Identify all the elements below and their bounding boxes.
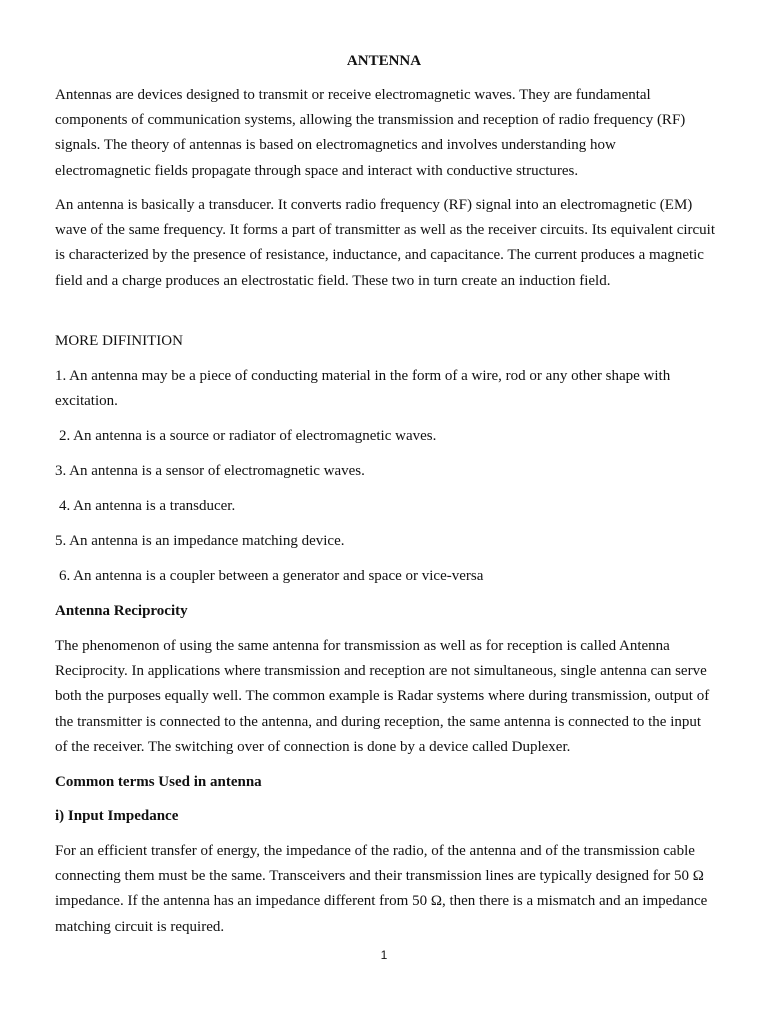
definition-item-1: 1. An antenna may be a piece of conducting material in the form of a wire, rod or any other shape with excitation. (55, 368, 671, 410)
page-number: 1 (380, 948, 388, 962)
definition-item-3: 3. An antenna is a sensor of electromagnetic waves. (55, 463, 365, 479)
definition-item-5: 5. An antenna is an impedance matching device. (55, 533, 345, 549)
antenna-reciprocity-heading: Antenna Reciprocity (55, 603, 188, 619)
reciprocity-paragraph: The phenomenon of using the same antenna for transmission as well as for reception is called Antenna Reciprocity. In applications where transmission and reception are not simultaneous, single antenna can serve both the purposes equally well. The common example is Radar systems where during transmission, output of the transmitter is connected to the antenna, and during reception, the same antenna is connected to the input of the receiver. The switching over of connection is done by a device called Duplexer. (55, 638, 710, 755)
common-terms-heading: Common terms Used in antenna (55, 774, 262, 790)
definition-item-4: 4. An antenna is a transducer. (59, 498, 236, 514)
more-definition-heading: MORE DIFINITION (55, 333, 183, 349)
definition-item-6: 6. An antenna is a coupler between a generator and space or vice-versa (59, 568, 484, 584)
definition-item-2: 2. An antenna is a source or radiator of electromagnetic waves. (59, 428, 437, 444)
page-title: ANTENNA (346, 53, 422, 69)
impedance-paragraph: For an efficient transfer of energy, the impedance of the radio, of the antenna and of the transmission cable connecting them must be the same. Transceivers and their transmission lines are typically designed for 50 Ω impedance. If the antenna has an impedance different from 50 Ω, then there is a mismatch and an impedance matching circuit is required. (55, 843, 708, 935)
input-impedance-heading: i) Input Impedance (55, 808, 179, 824)
transducer-paragraph: An antenna is basically a transducer. It converts radio frequency (RF) signal into an electromagnetic (EM) wave of the same frequency. It forms a part of transmitter as well as the receiver circuits. Its equivalent circuit is characterized by the presence of resistance, inductance, and capacitance. The current produces a magnetic field and a charge produces an electrostatic field. These two in turn create an induction field. (55, 197, 716, 289)
intro-paragraph: Antennas are devices designed to transmit or receive electromagnetic waves. They are fundamental components of communication systems, allowing the transmission and reception of radio frequency (RF) signals. The theory of antennas is based on electromagnetics and involves understanding how electromagnetic fields propagate through space and interact with conductive structures. (55, 87, 686, 179)
